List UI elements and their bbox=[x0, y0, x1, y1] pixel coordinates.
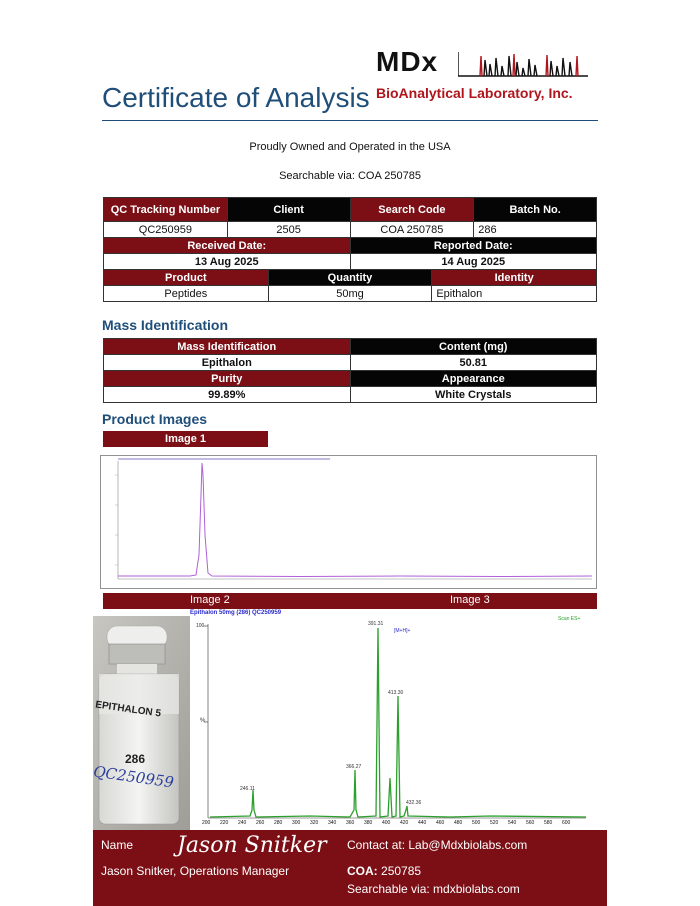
footer-contact[interactable]: Contact at: Lab@Mdxbiolabs.com bbox=[347, 838, 528, 852]
footer-coa-value: 250785 bbox=[381, 864, 422, 878]
header-quantity: Quantity bbox=[268, 270, 432, 286]
value-batch-no: 286 bbox=[474, 222, 597, 238]
x-tick: 360 bbox=[346, 820, 355, 826]
x-tick: 400 bbox=[382, 820, 391, 826]
mass-spectrum-image bbox=[190, 610, 594, 830]
vial-handwriting: QC250959 bbox=[92, 762, 175, 792]
dates-table bbox=[103, 237, 597, 270]
signature: Jason Snitker bbox=[177, 833, 327, 858]
info-table bbox=[103, 197, 597, 238]
vial-batch: 286 bbox=[125, 752, 146, 766]
header-divider bbox=[102, 120, 598, 121]
value-qc-tracking: QC250959 bbox=[104, 222, 228, 238]
value-product: Peptides bbox=[104, 286, 269, 302]
mass-spectrum-plot bbox=[190, 610, 594, 830]
mass-table bbox=[103, 338, 597, 403]
x-tick: 340 bbox=[328, 820, 337, 826]
value-search-code: COA 250785 bbox=[350, 222, 474, 238]
footer-searchable[interactable]: Searchable via: mdxbiolabs.com bbox=[347, 882, 520, 896]
x-tick: 420 bbox=[400, 820, 409, 826]
footer-coa-label: COA: bbox=[347, 864, 378, 878]
header-client: Client bbox=[227, 198, 350, 222]
x-tick: 240 bbox=[238, 820, 247, 826]
spectrum-y-top: 100 bbox=[196, 623, 205, 629]
spectrum-x-axis bbox=[202, 820, 586, 828]
document-title: Certificate of Analysis bbox=[102, 82, 370, 113]
image-1-label: Image 1 bbox=[103, 431, 268, 447]
spectrum-scan-label: Scan ES+ bbox=[558, 616, 581, 622]
x-tick: 280 bbox=[274, 820, 283, 826]
x-tick: 580 bbox=[544, 820, 553, 826]
footer-signer: Jason Snitker, Operations Manager bbox=[101, 864, 290, 878]
image-2-3-label-bar bbox=[103, 593, 597, 609]
header-content-mg: Content (mg) bbox=[350, 339, 597, 355]
x-tick: 440 bbox=[418, 820, 427, 826]
header-appearance: Appearance bbox=[350, 371, 597, 387]
mass-identification-heading: Mass Identification bbox=[102, 317, 229, 333]
value-client: 2505 bbox=[227, 222, 350, 238]
value-quantity: 50mg bbox=[268, 286, 432, 302]
value-purity: 99.89% bbox=[104, 387, 351, 403]
x-tick: 260 bbox=[256, 820, 265, 826]
peak-label-413: 413.30 bbox=[388, 690, 404, 696]
vial-label: EPITHALON 5 bbox=[94, 699, 162, 720]
x-tick: 460 bbox=[436, 820, 445, 826]
owned-line: Proudly Owned and Operated in the USA bbox=[249, 141, 451, 153]
spectrum-header: Epithalon 50mg (286) QC250959 bbox=[190, 610, 282, 616]
peak-label-391: 391.31 bbox=[368, 621, 384, 627]
x-tick: 320 bbox=[310, 820, 319, 826]
vial-photo bbox=[93, 616, 196, 830]
header-product: Product bbox=[104, 270, 269, 286]
logo-text: MDx bbox=[376, 46, 439, 77]
header-identity: Identity bbox=[432, 270, 597, 286]
footer-coa bbox=[347, 864, 421, 878]
x-tick: 200 bbox=[202, 820, 211, 826]
x-tick: 520 bbox=[490, 820, 499, 826]
image-2-label: Image 2 bbox=[190, 594, 230, 606]
hplc-chromatogram-image bbox=[100, 455, 597, 589]
product-table bbox=[103, 269, 597, 302]
peak-label-432: 432.36 bbox=[406, 800, 422, 806]
x-tick: 560 bbox=[526, 820, 535, 826]
x-tick: 480 bbox=[454, 820, 463, 826]
searchable-line: Searchable via: COA 250785 bbox=[279, 170, 421, 182]
header-search-code: Search Code bbox=[350, 198, 474, 222]
header-purity: Purity bbox=[104, 371, 351, 387]
value-appearance: White Crystals bbox=[350, 387, 597, 403]
vial-illustration bbox=[93, 616, 196, 830]
product-images-heading: Product Images bbox=[102, 411, 208, 427]
footer bbox=[93, 830, 607, 906]
image-3-label: Image 3 bbox=[450, 594, 490, 606]
header-mass-identification: Mass Identification bbox=[104, 339, 351, 355]
spectrum-y-label: % bbox=[200, 718, 206, 724]
logo-chromatogram-icon bbox=[458, 50, 588, 78]
x-tick: 380 bbox=[364, 820, 373, 826]
footer-name-label: Name bbox=[101, 838, 134, 852]
x-tick: 540 bbox=[508, 820, 517, 826]
value-content-mg: 50.81 bbox=[350, 355, 597, 371]
x-tick: 220 bbox=[220, 820, 229, 826]
spectrum-ion-label: [M+H]+ bbox=[394, 628, 411, 634]
peak-label-246: 246.11 bbox=[240, 786, 255, 792]
received-date-label: Received Date: bbox=[104, 238, 351, 254]
header-qc-tracking: QC Tracking Number bbox=[104, 198, 228, 222]
header-batch-no: Batch No. bbox=[474, 198, 597, 222]
value-identity: Epithalon bbox=[432, 286, 597, 302]
x-tick: 600 bbox=[562, 820, 571, 826]
x-tick: 500 bbox=[472, 820, 481, 826]
reported-date-label: Reported Date: bbox=[350, 238, 597, 254]
reported-date-value: 14 Aug 2025 bbox=[350, 254, 597, 270]
x-tick: 300 bbox=[292, 820, 301, 826]
received-date-value: 13 Aug 2025 bbox=[104, 254, 351, 270]
value-mass-identification: Epithalon bbox=[104, 355, 351, 371]
lab-logo bbox=[376, 46, 438, 78]
lab-name: BioAnalytical Laboratory, Inc. bbox=[376, 85, 573, 101]
peak-label-366: 366.27 bbox=[346, 764, 362, 770]
